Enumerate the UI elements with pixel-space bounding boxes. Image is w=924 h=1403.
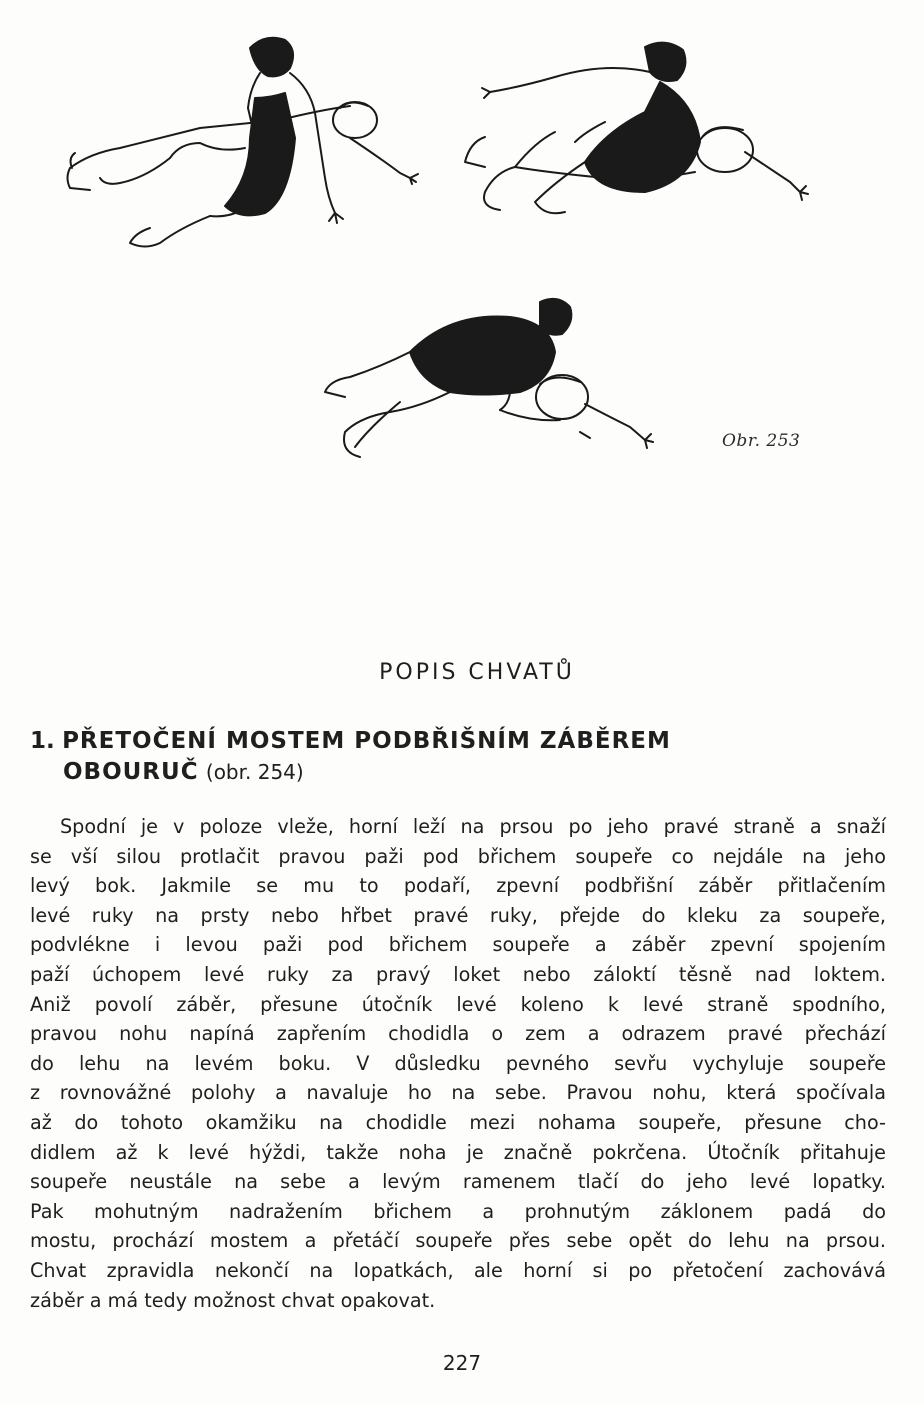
body-paragraph [30,812,886,1315]
heading-number: 1. [30,728,55,754]
body-line: didlem až k levé hýždi, takže noha je značně pokrčena. Útočník přitahuje [30,1140,886,1164]
body-line: se vší silou protlačit pravou paži pod břichem soupeře co nejdále na jeho [30,844,886,868]
body-line: z rovnovážné polohy a navaluje ho na sebe. Pravou nohu, která spočívala [30,1081,886,1105]
body-line: mostu, prochází mostem a přetáčí soupeře přes sebe opět do lehu na prsou. [30,1229,886,1253]
body-line: záběr a má tedy možnost chvat opakovat. [30,1288,436,1312]
wrestling-illustration-2 [445,32,815,232]
figure-caption: Obr. 253 [722,431,801,451]
page-number: 227 [442,1351,482,1375]
wrestling-illustration-3 [300,292,660,472]
body-line: Aniž povolí záběr, přesune útočník levé koleno k levé straně spodního, [30,992,886,1016]
body-line: Chvat zpravidla nekončí na lopatkách, ale horní si po přetočení zachovává [30,1258,886,1282]
body-line: Spodní je v poloze vleže, horní leží na prsou po jeho pravé straně a snaží [60,815,886,838]
chapter-heading [30,726,890,788]
heading-title-line1: PŘETOČENÍ MOSTEM PODBŘIŠNÍM ZÁBĚREM [62,728,671,754]
body-line: paží úchopem levé ruky za pravý loket nebo záloktí těsně nad loktem. [30,962,886,986]
wrestling-illustration-1 [50,28,430,258]
body-line: levé ruky na prsty nebo hřbet pravé ruky, přejde do kleku za soupeře, [30,903,886,927]
body-line: až do tohoto okamžiku na chodidle mezi nohama soupeře, přesune cho- [30,1110,886,1134]
body-line: do lehu na levém boku. V důsledku pevného sevřu vychyluje soupeře [30,1051,886,1075]
heading-title-line2: OBOURUČ [63,759,199,785]
body-line: levý bok. Jakmile se mu to podaří, zpevní podbřišní záběr přitlačením [30,874,886,898]
body-line: podvlékne i levou paži pod břichem soupeře a záběr zpevní spojením [30,933,886,957]
body-line: pravou nohu napíná zapřením chodidla o zem a odrazem pravé přechází [30,1022,886,1046]
body-line: soupeře neustále na sebe a levým ramenem tlačí do jeho levé lopatky. [30,1170,886,1194]
figure-reference: (obr. 254) [205,760,304,784]
body-line: Pak mohutným nadražením břichem a prohnutým záklonem padá do [30,1199,886,1223]
heading-title-continuation [30,757,890,788]
section-title: POPIS CHVATŮ [379,660,575,685]
